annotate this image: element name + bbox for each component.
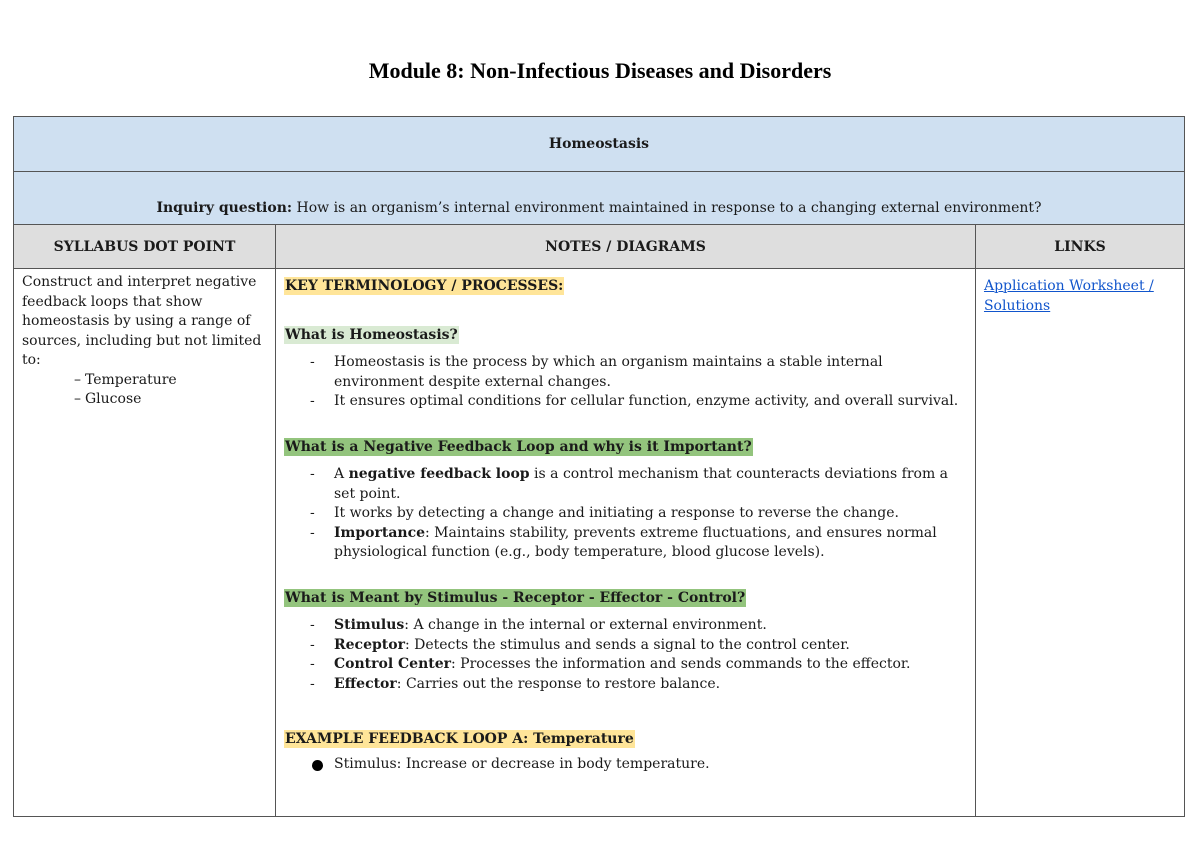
dash-mark: -: [310, 354, 315, 370]
syllabus-item: [22, 371, 269, 391]
list-item-term: Importance: [334, 524, 426, 541]
syllabus-item-label: Glucose: [85, 391, 142, 407]
dash-mark: -: [310, 524, 315, 541]
stimulus-receptor-heading: What is Meant by Stimulus - Receptor - Effector - Control?: [285, 589, 746, 606]
col-header-syllabus: SYLLABUS DOT POINT: [14, 225, 276, 269]
dash-mark: -: [310, 636, 315, 653]
inquiry-text: How is an organism’s internal environment maintained in response to a changing external environment?: [292, 200, 1042, 216]
links-cell: [975, 269, 1184, 817]
list-item: [310, 465, 967, 504]
list-item-term: Control Center: [334, 656, 452, 672]
stimulus-receptor-list: [284, 616, 967, 694]
col-header-notes: NOTES / DIAGRAMS: [276, 225, 976, 269]
syllabus-item: [22, 390, 269, 410]
list-item-text: It works by detecting a change and initiating a response to reverse the change.: [334, 505, 899, 521]
list-item-text: Homeostasis is the process by which an organism maintains a stable internal environment despite external changes.: [334, 354, 883, 390]
list-item: [310, 616, 967, 636]
list-item-term: Effector: [334, 675, 397, 692]
list-item-text: : A change in the internal or external environment.: [404, 617, 767, 633]
list-item: [310, 524, 967, 563]
notes-cell: [276, 269, 976, 817]
list-item-text: : Maintains stability, prevents extreme fluctuations, and ensures normal physiological function (e.g., body temperature, blood glucose levels).: [334, 524, 937, 560]
notes-table: [13, 116, 1185, 817]
list-item: [310, 655, 967, 675]
syllabus-item-label: Temperature: [85, 371, 177, 388]
homeostasis-list: [284, 353, 967, 412]
column-header-row: [14, 225, 1185, 269]
negative-feedback-list: [284, 465, 967, 563]
list-item-term: Stimulus: [334, 617, 405, 633]
dash-mark: -: [310, 393, 315, 409]
example-loop-heading: EXAMPLE FEEDBACK LOOP A: Temperature: [285, 731, 634, 747]
list-item-text: : Detects the stimulus and sends a signal to the control center.: [404, 636, 850, 653]
inquiry-question: [14, 172, 1185, 225]
list-item-term: negative feedback loop: [348, 466, 530, 482]
example-loop-list: [284, 755, 967, 775]
list-item: [310, 755, 967, 775]
bullet-icon: [312, 760, 323, 771]
syllabus-cell: [14, 269, 276, 817]
homeostasis-heading: What is Homeostasis?: [285, 326, 458, 343]
list-item-text: : Carries out the response to restore balance.: [396, 675, 721, 692]
list-item: [310, 504, 967, 524]
application-worksheet-link[interactable]: Application Worksheet / Solutions: [983, 278, 1154, 314]
key-terminology-heading: KEY TERMINOLOGY / PROCESSES:: [285, 278, 564, 294]
dash-mark: -: [310, 617, 315, 633]
dash-mark: -: [310, 505, 315, 521]
dash-mark: -: [310, 675, 315, 692]
inquiry-row: [14, 172, 1185, 225]
topic-row: [14, 117, 1185, 172]
col-header-links: LINKS: [975, 225, 1184, 269]
syllabus-text: Construct and interpret negative feedback loops that show homeostasis by using a range of sources, including but not limited to:: [22, 274, 262, 368]
syllabus-dash: –: [74, 371, 81, 388]
dash-mark: -: [310, 656, 315, 672]
list-item: [310, 353, 967, 392]
list-item-text: Stimulus: Increase or decrease in body temperature.: [334, 755, 710, 772]
syllabus-dash: –: [74, 391, 81, 407]
topic-title: Homeostasis: [14, 117, 1185, 172]
list-item: [310, 392, 967, 412]
list-item-text: : Processes the information and sends commands to the effector.: [451, 656, 911, 672]
page-title: Module 8: Non-Infectious Diseases and Disorders: [368, 58, 832, 83]
content-row: [14, 269, 1185, 817]
list-item-text: A: [334, 466, 349, 482]
list-item-term: Receptor: [334, 636, 405, 653]
list-item: [310, 636, 967, 656]
negative-feedback-heading: What is a Negative Feedback Loop and why is it Important?: [285, 438, 752, 455]
list-item: [310, 675, 967, 695]
dash-mark: -: [310, 466, 315, 482]
inquiry-label: Inquiry question:: [156, 200, 293, 216]
list-item-text: It ensures optimal conditions for cellular function, enzyme activity, and overall survival.: [334, 393, 959, 409]
list-item-text: is a control mechanism that counteracts deviations from a set point.: [334, 466, 949, 502]
